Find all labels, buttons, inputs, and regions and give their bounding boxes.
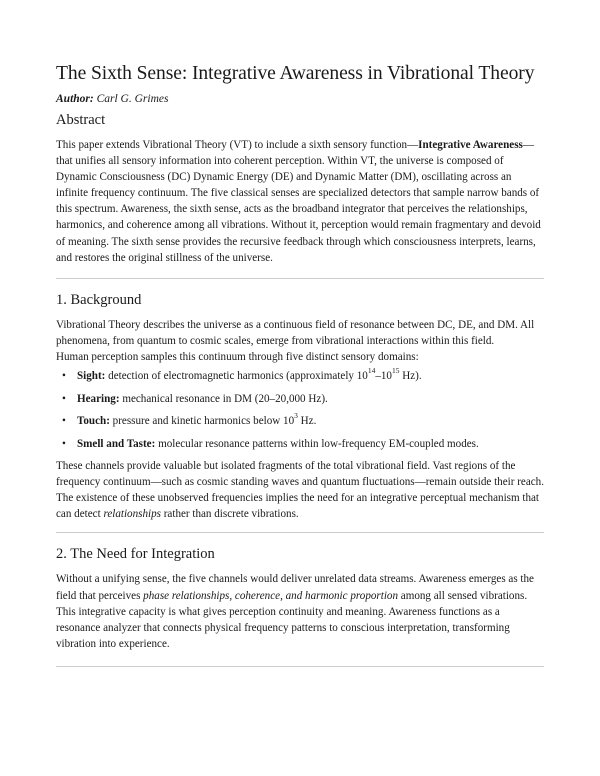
abstract-paragraph: This paper extends Vibrational Theory (VT) to include a sixth sensory function—Integrative Awareness—that unifies all sensory information into coherent perception. Within VT, the universe is composed of Dynamic Consciousness (DC) Dynamic Energy (DE) and Dynamic Matter (DM), oscillating across an infinite frequency continuum. The five classical senses are specialized detectors that sample narrow bands of this spectrum. Awareness, the sixth sense, acts as the broadband integrator that perceives the relationships, harmonics, and coherence among all vibrations. Without it, perception would remain fragmentary and devoid of meaning. The sixth sense provides the recursive feedback through which consciousness interprets, learns, and restores the original stillness of the universe.	[56, 139, 541, 264]
relationships-emphasis: relationships	[103, 508, 161, 521]
divider-1	[56, 278, 544, 279]
list-item-sight: • Sight: detection of electromagnetic harmonics (approximately $10^{14}-10^{15}$ Hz).	[76, 368, 544, 384]
divider-3	[56, 666, 544, 667]
sensory-domain-list	[56, 368, 544, 452]
author-name: Carl G. Grimes	[96, 93, 169, 105]
paper-title: The Sixth Sense: Integrative Awareness in Vibrational Theory	[56, 63, 535, 84]
list-item-smell-taste: • Smell and Taste: molecular resonance patterns within low-frequency EM-coupled modes.	[76, 436, 544, 452]
background-paragraph-1: Vibrational Theory describes the universe as a continuous field of resonance between DC, DE, and DM. All phenomena, from quantum to cosmic scales, emerge from vibrational interactions within this field.	[56, 318, 535, 347]
author-line	[56, 92, 544, 106]
integration-emphasis: phase relationships, coherence, and harmonic proportion	[143, 589, 398, 602]
document-content	[56, 62, 544, 667]
background-paragraph-3: These channels provide valuable but isolated fragments of the total vibrational field. Vast regions of the frequency continuum—such as cosmic standing waves and quantum fluctuations—remain outside their reach. The existence of these unobserved frequencies implies the need for an integrative perceptual mechanism that can detect relationships rather than discrete vibrations.	[56, 460, 544, 521]
author-label: Author:	[56, 93, 94, 105]
abstract-heading: Abstract	[56, 112, 106, 128]
background-heading: 1. Background	[56, 291, 142, 308]
abstract-bold-term: Integrative Awareness	[418, 139, 523, 151]
background-paragraph-2: Human perception samples this continuum through five distinct sensory domains:	[56, 350, 419, 363]
divider-2	[56, 532, 544, 533]
list-item-touch: • Touch: pressure and kinetic harmonics below $10^3$ Hz.	[76, 413, 544, 429]
integration-paragraph: Without a unifying sense, the five channels would deliver unrelated data streams. Awareness emerges as the field that perceives phase relationships, coherence, and harmonic proportion among all sensed vibrations. This integrative capacity is what gives perception continuity and meaning. Awareness functions as a resonance analyzer that connects physical frequency patterns to conscious interpretation, transforming vibration into experience.	[56, 573, 534, 650]
integration-heading: 2. The Need for Integration	[56, 546, 215, 563]
list-item-hearing: • Hearing: mechanical resonance in DM (20–20,000 Hz).	[76, 391, 544, 407]
